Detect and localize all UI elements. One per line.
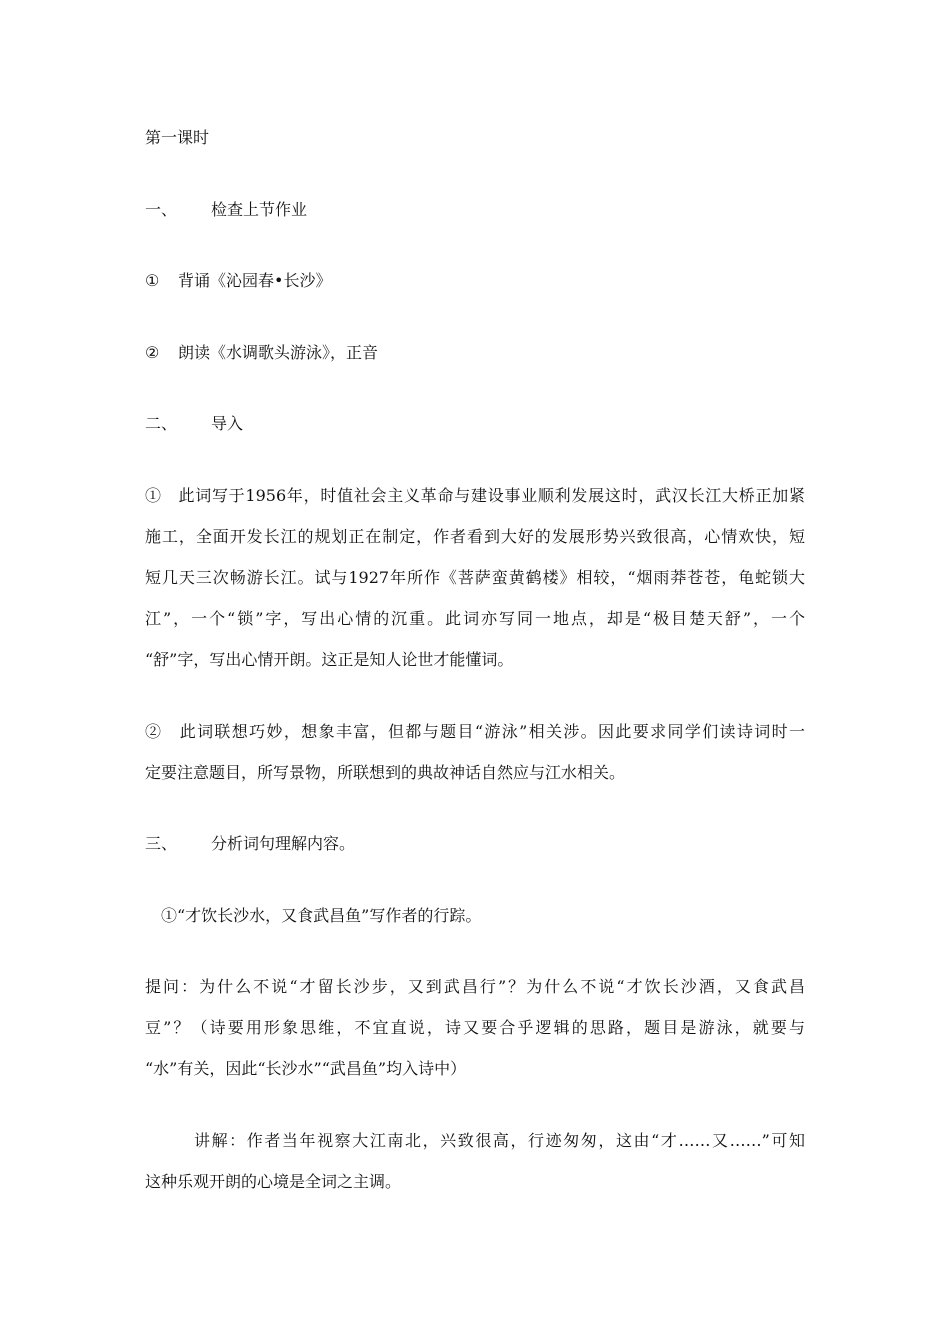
section-number: 二、	[145, 414, 178, 433]
paragraph-line: ① 此词写于1956年，时值社会主义革命与建设事业顺利发展这时，武汉长江大桥正加紧	[145, 486, 805, 505]
paragraph-line: ② 此词联想巧妙，想象丰富，但都与题目“游泳”相关涉。因此要求同学们读诗词时一	[145, 722, 805, 741]
lesson-title: 第一课时	[145, 128, 210, 147]
section-number: 一、	[145, 200, 178, 219]
paragraph-line: “水”有关，因此“长沙水”“武昌鱼”均入诗中）	[145, 1059, 467, 1078]
section-title: 分析词句理解内容。	[211, 834, 356, 853]
section-number: 三、	[145, 834, 178, 853]
list-item	[145, 271, 331, 291]
paragraph-line: 定要注意题目，所写景物，所联想到的典故神话自然应与江水相关。	[145, 763, 626, 782]
section-heading	[145, 834, 355, 854]
list-marker: ①	[145, 271, 160, 290]
section-title: 检查上节作业	[211, 200, 308, 219]
paragraph-line: 豆”？（诗要用形象思维，不宜直说，诗又要合乎逻辑的思路，题目是游泳，就要与	[145, 1018, 805, 1037]
list-item	[145, 343, 378, 363]
section-heading	[145, 414, 243, 434]
list-marker: ②	[145, 343, 160, 362]
paragraph-line: 提问：为什么不说“才留长沙步，又到武昌行”？为什么不说“才饮长沙酒，又食武昌	[145, 977, 805, 996]
list-item-text: 朗读《水调歌头游泳》，正音	[178, 343, 379, 362]
paragraph-line: “舒”字，写出心情开朗。这正是知人论世才能懂词。	[145, 650, 514, 669]
section-title: 导入	[211, 414, 244, 433]
paragraph-line: 江”，一个“锁”字，写出心情的沉重。此词亦写同一地点，却是“极目楚天舒”，一个	[145, 609, 805, 628]
section-heading	[145, 200, 307, 220]
list-item-text: 背诵《沁园春•长沙》	[178, 271, 332, 290]
list-item: ①“才饮长沙水，又食武昌鱼”写作者的行踪。	[161, 906, 482, 925]
paragraph-line: 讲解：作者当年视察大江南北，兴致很高，行迹匆匆，这由“才……又……”可知	[194, 1131, 805, 1150]
paragraph-line: 施工，全面开发长江的规划正在制定，作者看到大好的发展形势兴致很高，心情欢快，短	[145, 527, 805, 546]
paragraph-line: 这种乐观开朗的心境是全词之主调。	[145, 1172, 402, 1191]
paragraph-line: 短几天三次畅游长江。试与1927年所作《菩萨蛮黄鹤楼》相较，“烟雨莽苍苍，龟蛇锁大	[145, 568, 805, 587]
